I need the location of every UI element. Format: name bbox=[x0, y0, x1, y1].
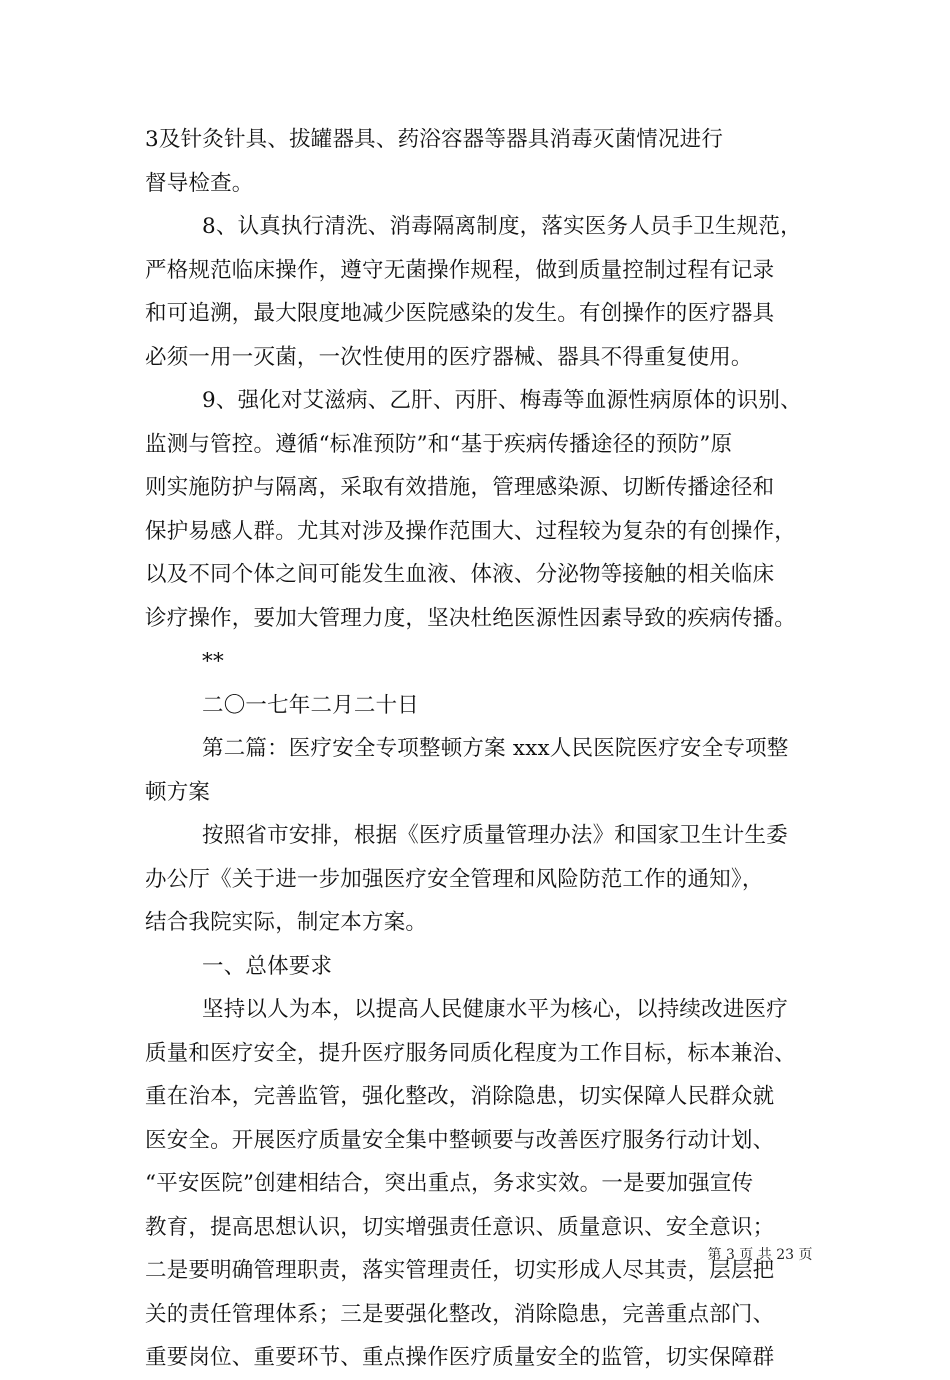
text-line: 关的责任管理体系；三是要强化整改，消除隐患，完善重点部门、 bbox=[145, 1301, 775, 1327]
text-line: 按照省市安排，根据《医疗质量管理办法》和国家卫生计生委 bbox=[202, 823, 788, 848]
page-number-footer: 第 3 页 共 23 页 bbox=[707, 1247, 813, 1263]
text-line: 督导检查。 bbox=[145, 170, 254, 196]
text-line: 第二篇：医疗安全专项整顿方案 xxx人民医院医疗安全专项整 bbox=[202, 736, 789, 761]
text-line: 必须一用一灭菌，一次性使用的医疗器械、器具不得重复使用。 bbox=[145, 344, 753, 370]
text-line: 保护易感人群。尤其对涉及操作范围大、过程较为复杂的有创操作， bbox=[145, 518, 797, 544]
text-line: 教育，提高思想认识，切实增强责任意识、质量意识、安全意识； bbox=[145, 1214, 775, 1240]
text-line: ** bbox=[202, 649, 224, 674]
text-line: 医安全。开展医疗质量安全集中整顿要与改善医疗服务行动计划、 bbox=[145, 1127, 775, 1153]
document-body bbox=[145, 118, 815, 1380]
text-line: 重要岗位、重要环节、重点操作医疗质量安全的监管，切实保障群 bbox=[145, 1345, 775, 1370]
text-line: 则实施防护与隔离，采取有效措施，管理感染源、切断传播途径和 bbox=[145, 475, 775, 500]
text-line: 严格规范临床操作，遵守无菌操作规程，做到质量控制过程有记录 bbox=[145, 257, 775, 283]
text-line: 和可追溯，最大限度地减少医院感染的发生。有创操作的医疗器具 bbox=[145, 301, 775, 326]
text-line: 二〇一七年二月二十日 bbox=[202, 692, 420, 718]
text-line: 诊疗操作，要加大管理力度，坚决杜绝医源性因素导致的疾病传播。 bbox=[145, 605, 797, 631]
text-line: 质量和医疗安全，提升医疗服务同质化程度为工作目标，标本兼治、 bbox=[145, 1040, 797, 1066]
text-line: 坚持以人为本，以提高人民健康水平为核心，以持续改进医疗 bbox=[202, 997, 788, 1022]
text-line: 3及针灸针具、拔罐器具、药浴容器等器具消毒灭菌情况进行 bbox=[145, 127, 724, 152]
text-line: 8、认真执行清洗、消毒隔离制度，落实医务人员手卫生规范， bbox=[202, 214, 802, 239]
text-line: 办公厅《关于进一步加强医疗安全管理和风险防范工作的通知》， bbox=[145, 866, 764, 892]
text-line: 结合我院实际，制定本方案。 bbox=[145, 910, 428, 935]
text-line: 监测与管控。遵循“标准预防”和“基于疾病传播途径的预防”原 bbox=[145, 431, 733, 457]
text-line: 一、总体要求 bbox=[202, 953, 333, 979]
text-line: “平安医院”创建相结合，突出重点，务求实效。一是要加强宣传 bbox=[145, 1171, 754, 1196]
text-line: 9、强化对艾滋病、乙肝、丙肝、梅毒等血源性病原体的识别、 bbox=[202, 388, 802, 413]
text-line: 重在治本，完善监管，强化整改，消除隐患，切实保障人民群众就 bbox=[145, 1084, 775, 1109]
text-line: 以及不同个体之间可能发生血液、体液、分泌物等接触的相关临床 bbox=[145, 562, 775, 587]
text-line: 二是要明确管理职责，落实管理责任，切实形成人尽其责，层层把 bbox=[145, 1258, 775, 1283]
text-line: 顿方案 bbox=[145, 779, 211, 805]
